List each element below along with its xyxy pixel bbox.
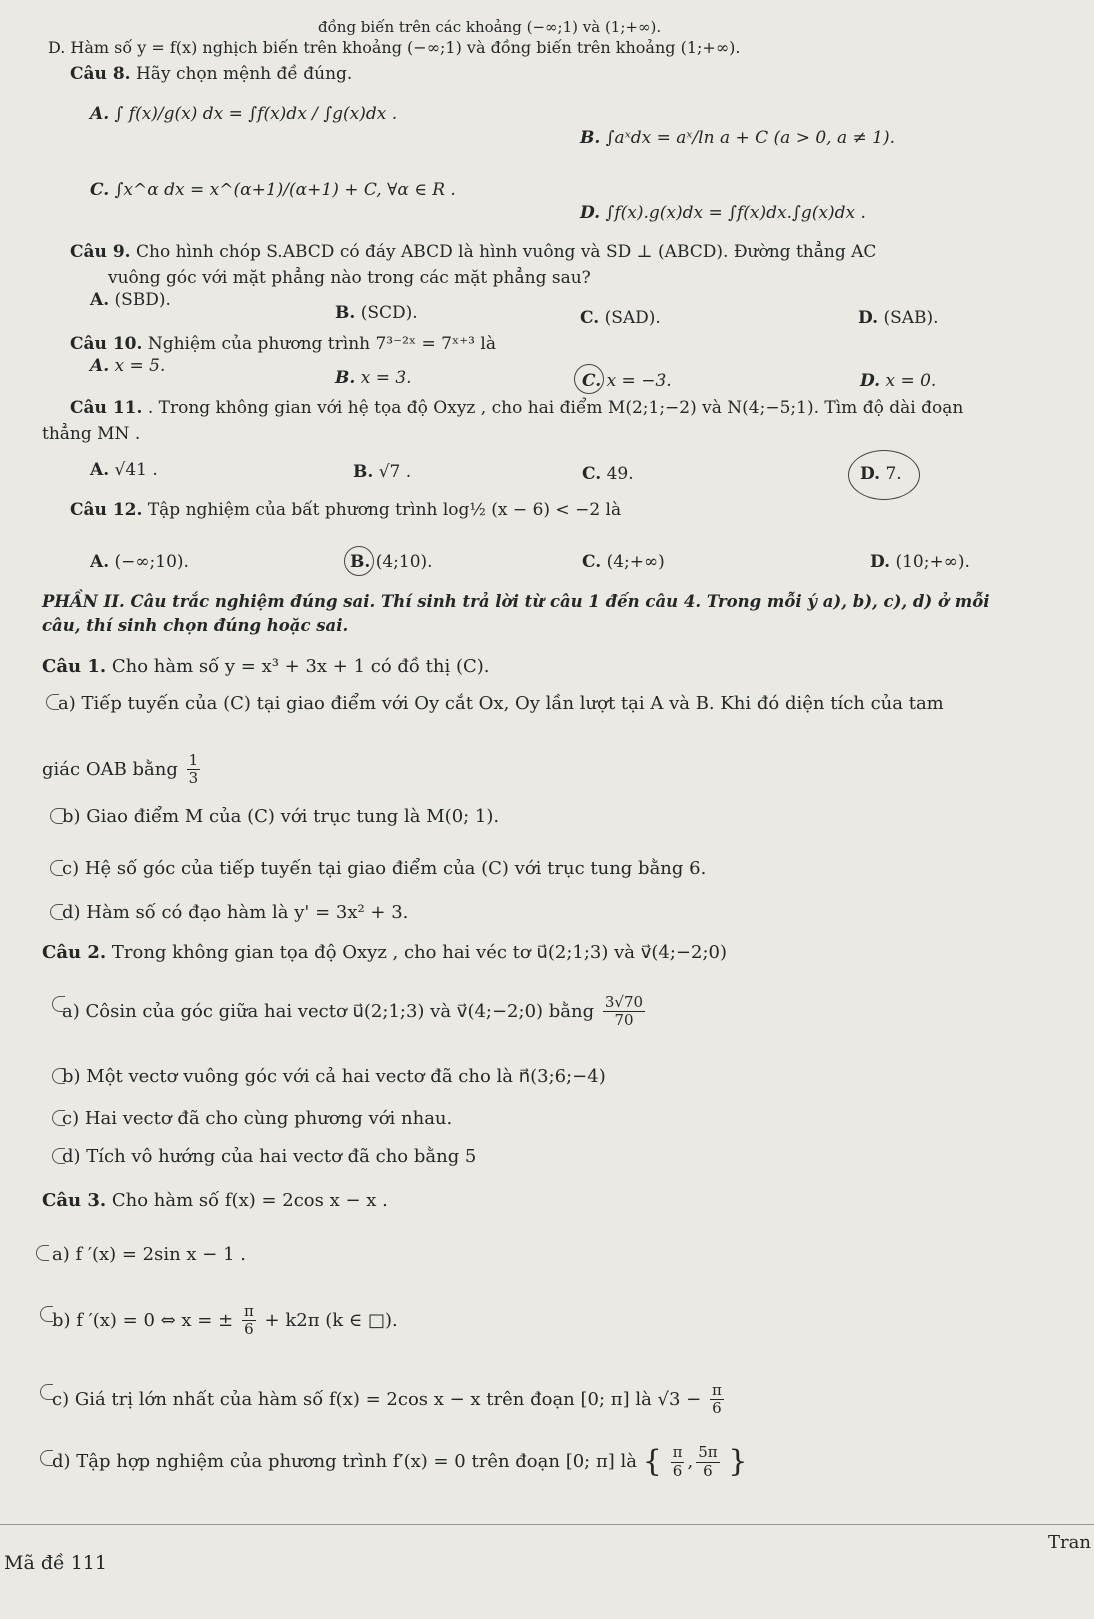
footer-rule — [0, 1524, 1094, 1525]
p2q1-c: c) Hệ số góc của tiếp tuyến tại giao điểm của (C) với trục tung bằng 6. — [62, 858, 707, 879]
q9-option-a: A. (SBD). — [90, 290, 171, 310]
q8-option-b: B. ∫aˣdx = aˣ/ln a + C (a > 0, a ≠ 1). — [580, 128, 896, 148]
q12-label: Câu 12. — [70, 500, 143, 520]
p2q3-label: Câu 3. — [42, 1190, 107, 1211]
answer-circle — [344, 546, 374, 576]
p2q2-a: a) Côsin của góc giữa hai vectơ u⃗(2;1;3) và v⃗(4;−2;0) bằng $\frac{3√70}{70}$ — [62, 993, 644, 1030]
p2q2-d: d) Tích vô hướng của hai vectơ đã cho bằng 5 — [62, 1146, 477, 1167]
q8-option-c: C. ∫x^α dx = x^(α+1)/(α+1) + C, ∀α ∈ R . — [90, 180, 456, 200]
q12-stem — [70, 500, 621, 520]
q8-option-a: A. ∫ f(x)/g(x) dx = ∫f(x)dx / ∫g(x)dx . — [90, 104, 398, 124]
q8-option-d: D. ∫f(x).g(x)dx = ∫f(x)dx.∫g(x)dx . — [580, 203, 866, 223]
footer-page: Tran — [1048, 1532, 1091, 1553]
fraction: $\frac{\pi}{6}$ — [712, 1381, 722, 1418]
q11-option-a: A. √41 . — [90, 460, 158, 480]
p2q2-text: Trong không gian tọa độ Oxyz , cho hai véc tơ u⃗(2;1;3) và v⃗(4;−2;0) — [111, 942, 727, 963]
q9-text1: Cho hình chóp S.ABCD có đáy ABCD là hình vuông và SD ⊥ (ABCD). Đường thẳng AC — [135, 242, 877, 262]
p2q2-c: c) Hai vectơ đã cho cùng phương với nhau. — [62, 1108, 453, 1129]
p2q1-a-line1: a) Tiếp tuyến của (C) tại giao điểm với Oy cắt Ox, Oy lần lượt tại A và B. Khi đó diện tích của tam — [58, 693, 944, 714]
q11-text1: . Trong không gian với hệ tọa độ Oxyz , cho hai điểm M(2;1;−2) và N(4;−5;1). Tìm độ dài đoạn — [147, 398, 964, 418]
q9-option-b: B. (SCD). — [335, 303, 418, 323]
q12-option-d: D. (10;+∞). — [870, 552, 970, 572]
q8-stem — [70, 64, 352, 84]
p2q2-stem — [42, 942, 727, 964]
fraction: $\frac{1}{3}$ — [188, 751, 199, 788]
p2q2-label: Câu 2. — [42, 942, 107, 963]
p2q3-text: Cho hàm số f(x) = 2cos x − x . — [111, 1190, 388, 1211]
q10-option-a: A. x = 5. — [90, 356, 166, 376]
answer-circle — [574, 364, 604, 394]
part2-line1: PHẦN II. Câu trắc nghiệm đúng sai. Thí sinh trả lời từ câu 1 đến câu 4. Trong mỗi ý a), b), c), d) ở mỗi — [42, 592, 990, 611]
tick-mark — [36, 1245, 49, 1261]
q11-label: Câu 11. — [70, 398, 143, 418]
header-line1: đồng biến trên các khoảng (−∞;1) và (1;+∞). — [318, 18, 662, 36]
fraction: $\frac{\pi}{6}$ — [243, 1302, 254, 1339]
p2q1-d: d) Hàm số có đạo hàm là y' = 3x² + 3. — [62, 902, 409, 923]
right-brace: } — [728, 1444, 748, 1479]
q12-option-c: C. (4;+∞) — [582, 552, 665, 572]
q11-option-c: C. 49. — [582, 464, 634, 484]
q9-text2: vuông góc với mặt phẳng nào trong các mặt phẳng sau? — [108, 268, 591, 288]
p2q2-b: b) Một vectơ vuông góc với cả hai vectơ đã cho là n⃗(3;6;−4) — [62, 1066, 606, 1087]
q12-option-b: B. (4;10). — [350, 552, 433, 572]
p2q3-b: b) f ′(x) = 0 ⇔ x = ± $\frac{\pi}{6}$ + k2π (k ∈ □). — [52, 1302, 398, 1339]
p2q1-label: Câu 1. — [42, 656, 107, 677]
p2q1-text: Cho hàm số y = x³ + 3x + 1 có đồ thị (C). — [111, 656, 490, 677]
q12-text: Tập nghiệm của bất phương trình log½ (x − 6) < −2 là — [147, 500, 622, 520]
p2q3-c: c) Giá trị lớn nhất của hàm số f(x) = 2cos x − x trên đoạn [0; π] là √3 − $\frac{\pi}{6}$ — [52, 1381, 722, 1418]
q12-option-a: A. (−∞;10). — [90, 552, 189, 572]
q11-text2: thẳng MN . — [42, 424, 141, 444]
q9-label: Câu 9. — [70, 242, 131, 262]
header-line2: D. Hàm số y = f(x) nghịch biến trên khoảng (−∞;1) và đồng biến trên khoảng (1;+∞). — [48, 38, 741, 57]
q11-stem — [70, 398, 963, 418]
q10-text: Nghiệm của phương trình 7³⁻²ˣ = 7ˣ⁺³ là — [147, 334, 496, 354]
footer-code: Mã đề 111 — [4, 1552, 107, 1574]
answer-circle — [848, 450, 920, 500]
q10-label: Câu 10. — [70, 334, 143, 354]
q11-option-b: B. √7 . — [353, 462, 412, 482]
q9-option-d: D. (SAB). — [858, 308, 939, 328]
fraction: $\frac{3√70}{70}$ — [604, 993, 644, 1030]
q8-label: Câu 8. — [70, 64, 131, 84]
part2-line2: câu, thí sinh chọn đúng hoặc sai. — [42, 616, 349, 635]
left-brace: { — [642, 1444, 662, 1479]
q11-option-d: D. 7. — [860, 464, 902, 484]
fraction: $\frac{\pi}{6}$ — [672, 1443, 683, 1480]
q10-option-c: C. x = −3. — [582, 371, 672, 391]
p2q3-a: a) f ′(x) = 2sin x − 1 . — [52, 1244, 247, 1265]
q9-stem — [70, 242, 876, 262]
q10-option-d: D. x = 0. — [860, 371, 937, 391]
p2q1-a-line2: giác OAB bằng $\frac{1}{3}$ — [42, 751, 199, 788]
q8-text: Hãy chọn mệnh đề đúng. — [135, 64, 353, 84]
q10-option-b: B. x = 3. — [335, 368, 412, 388]
q9-option-c: C. (SAD). — [580, 308, 661, 328]
p2q1-stem — [42, 656, 490, 678]
p2q1-b: b) Giao điểm M của (C) với trục tung là M(0; 1). — [62, 806, 500, 827]
p2q3-stem — [42, 1190, 388, 1212]
q10-stem — [70, 334, 496, 354]
p2q3-d: d) Tập hợp nghiệm của phương trình f′(x) = 0 trên đoạn [0; π] là { $\frac{\pi}{6}$ , $\frac{5\pi}{6}$ } — [52, 1443, 748, 1480]
fraction: $\frac{5\pi}{6}$ — [698, 1443, 718, 1480]
